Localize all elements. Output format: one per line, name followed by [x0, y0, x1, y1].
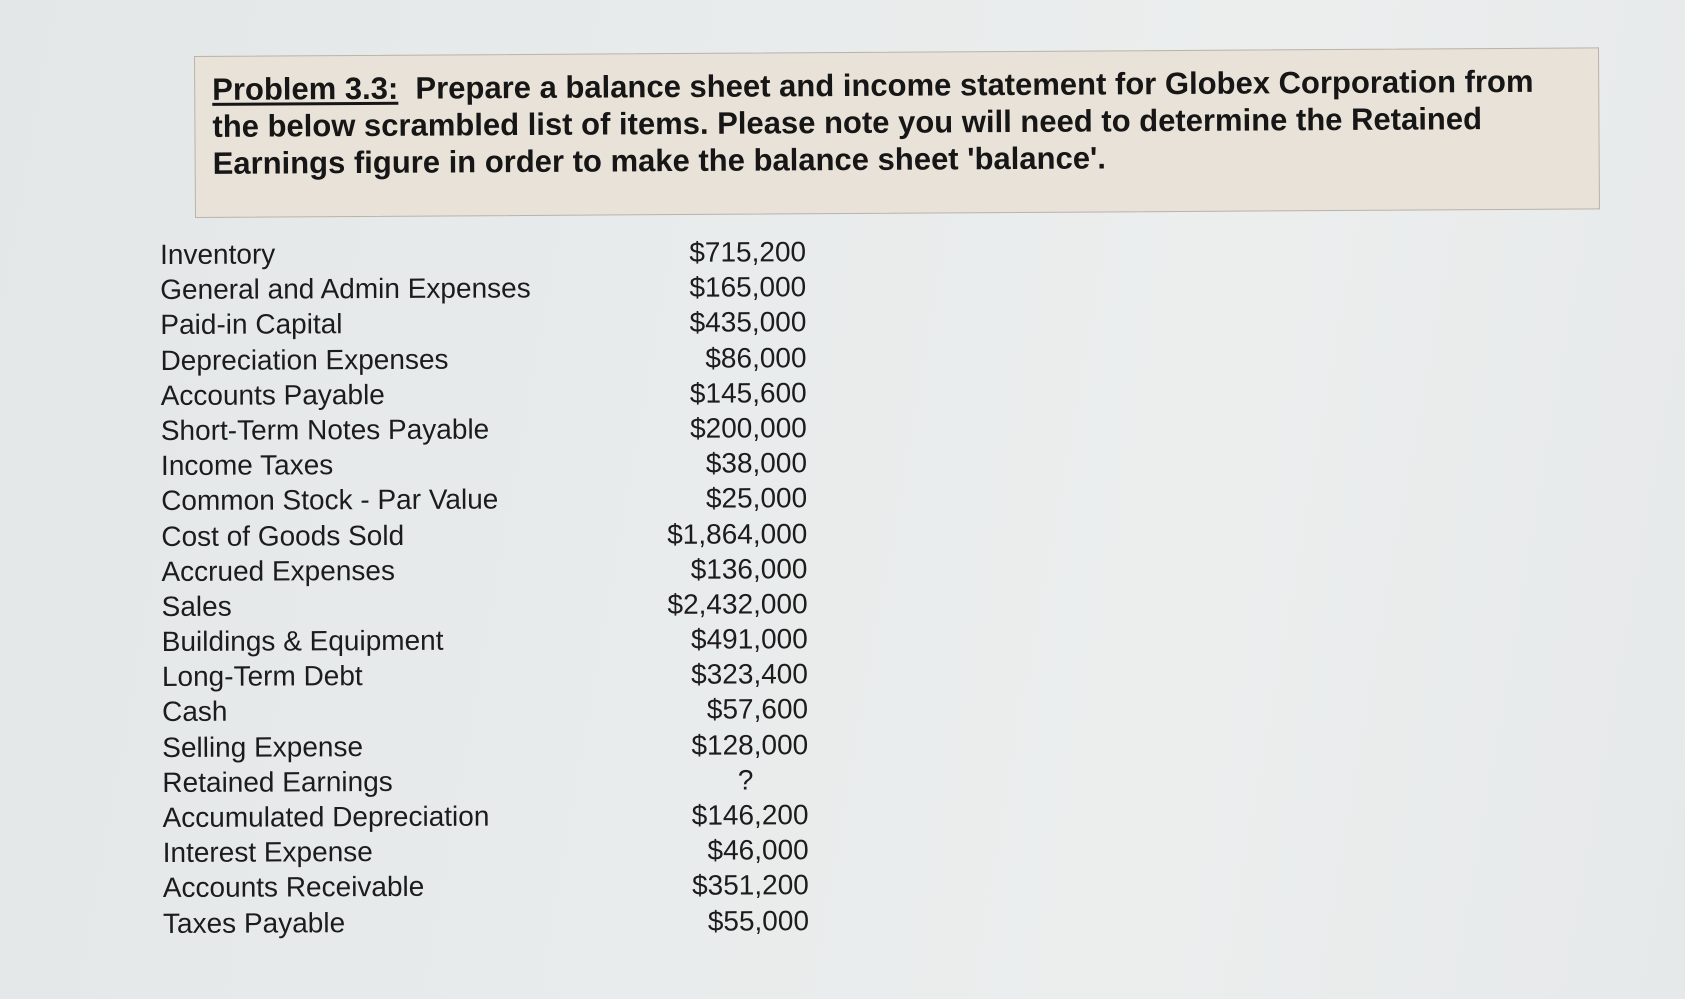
list-item	[161, 445, 821, 483]
item-label: Sales	[161, 590, 232, 622]
list-item	[162, 621, 822, 659]
item-label: Accumulated Depreciation	[162, 800, 490, 833]
item-value: $38,000	[705, 447, 808, 479]
list-item	[160, 234, 820, 272]
item-value: $351,200	[691, 869, 809, 902]
list-item	[160, 304, 820, 342]
item-label: Inventory	[160, 238, 276, 270]
list-item	[161, 551, 821, 589]
item-list	[160, 234, 823, 941]
item-value: $715,200	[689, 236, 807, 268]
list-item	[160, 269, 820, 307]
item-value: $128,000	[691, 728, 809, 761]
problem-statement-box	[194, 47, 1600, 218]
item-value: $1,864,000	[667, 517, 808, 550]
list-item	[161, 480, 821, 518]
item-value: $491,000	[690, 623, 808, 655]
item-value: $86,000	[705, 341, 807, 374]
list-item	[162, 797, 822, 835]
item-label: Accrued Expenses	[161, 554, 395, 587]
item-value: $55,000	[707, 904, 810, 937]
item-label: Cost of Goods Sold	[161, 519, 405, 552]
item-label: Cash	[162, 696, 228, 728]
item-value: $2,432,000	[667, 588, 808, 620]
item-label: Selling Expense	[162, 730, 364, 763]
item-value: $323,400	[691, 658, 808, 690]
problem-statement	[212, 63, 1581, 182]
item-label: Depreciation Expenses	[160, 343, 449, 376]
item-label: Long-Term Debt	[161, 660, 363, 693]
item-label: Short-Term Notes Payable	[160, 413, 490, 446]
list-item	[162, 762, 822, 800]
list-item	[163, 867, 823, 905]
item-label: Common Stock - Par Value	[161, 483, 499, 517]
item-value: $46,000	[707, 834, 809, 866]
item-value: $200,000	[689, 412, 807, 444]
list-item	[162, 586, 822, 624]
item-label: Paid-in Capital	[160, 308, 343, 341]
item-value: $25,000	[705, 482, 808, 514]
item-label: Accounts Payable	[160, 378, 385, 411]
item-label: Income Taxes	[160, 449, 334, 482]
item-value: $136,000	[690, 552, 808, 585]
item-label: Interest Expense	[162, 836, 373, 869]
item-label: Accounts Receivable	[162, 871, 425, 904]
item-value: $435,000	[689, 306, 807, 339]
list-item	[161, 516, 821, 554]
item-value: $146,200	[691, 799, 809, 831]
list-item	[163, 832, 823, 870]
list-item	[162, 692, 822, 730]
problem-label: Problem 3.3:	[212, 70, 399, 107]
item-label: Buildings & Equipment	[161, 624, 444, 658]
item-value: $165,000	[689, 271, 807, 303]
list-item	[160, 340, 820, 378]
list-item	[162, 656, 822, 694]
item-value: $145,600	[689, 376, 807, 409]
list-item	[161, 410, 821, 448]
item-label: Taxes Payable	[162, 906, 346, 939]
item-label: Retained Earnings	[162, 765, 393, 798]
list-item	[162, 727, 822, 765]
item-value: $57,600	[706, 693, 809, 726]
list-item	[163, 903, 823, 941]
problem-text: Prepare a balance sheet and income statement for Globex Corporation from the below scrambled list of items. Please note you will need to determine the Retained Earnings figure in order to make the balance sheet 'balance'.	[212, 63, 1534, 181]
item-value-unknown: ?	[737, 764, 754, 796]
list-item	[161, 375, 821, 413]
item-label: General and Admin Expenses	[160, 272, 531, 306]
